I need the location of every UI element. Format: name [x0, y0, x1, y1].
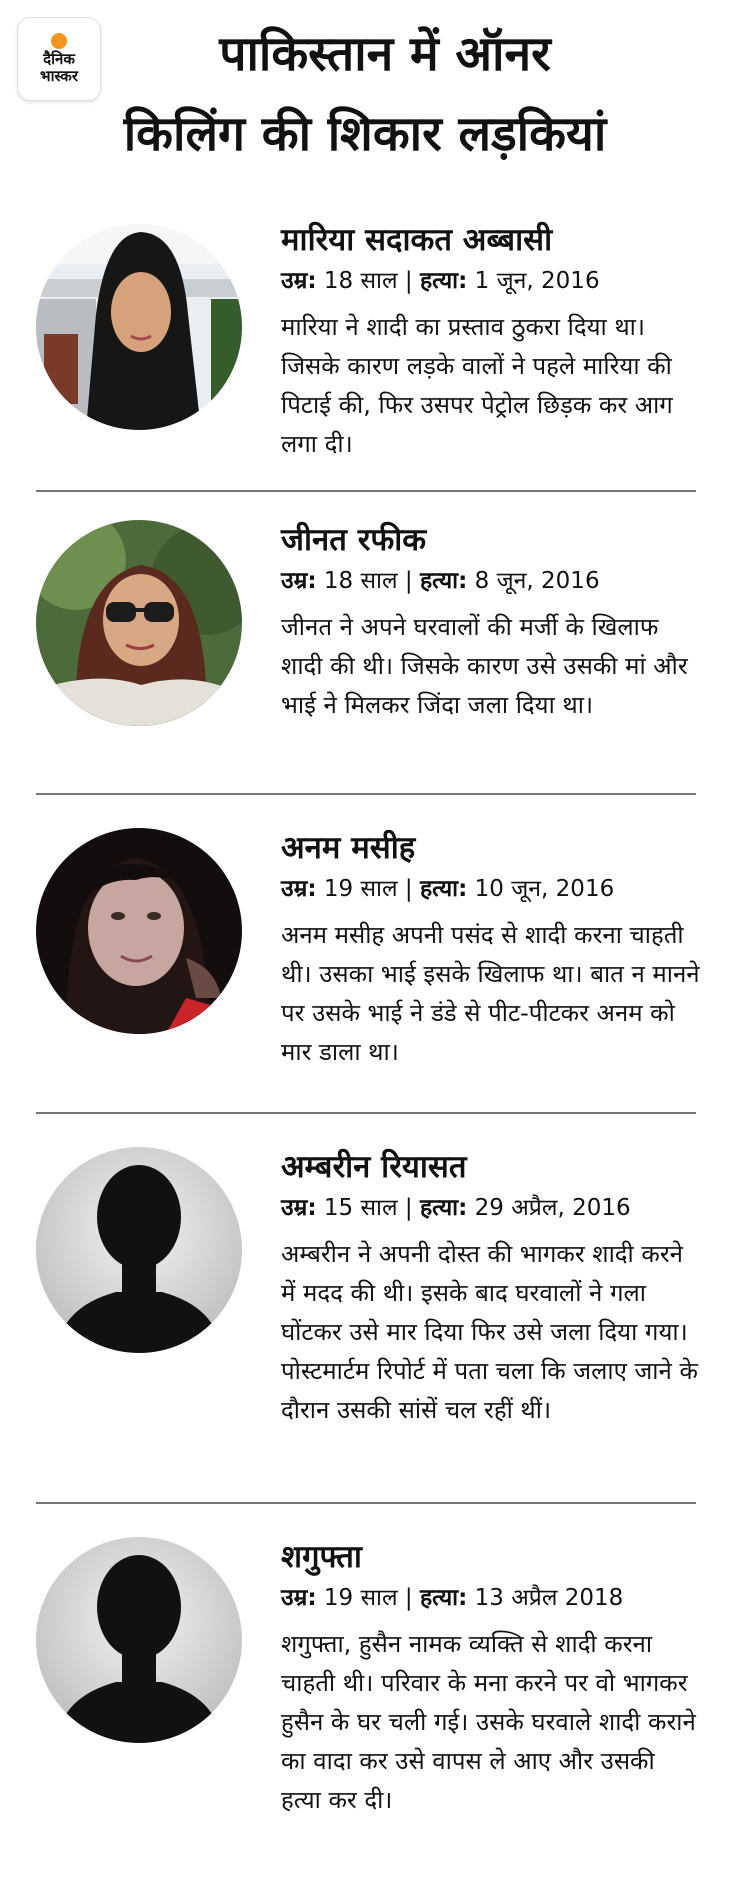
victim-name: शगुफ्ता [281, 1539, 362, 1575]
victim-meta [281, 1581, 701, 1615]
killed-label: हत्या: [419, 876, 468, 902]
victim-date: 13 अप्रैल 2018 [474, 1585, 624, 1611]
victim-name: अनम मसीह [281, 830, 416, 866]
logo-text-line1: दैनिक [43, 50, 75, 68]
victim-description: मारिया ने शादी का प्रस्ताव ठुकरा दिया था। जिसके कारण लड़के वालों ने पहले मारिया की पिटाई की, फिर उसपर पेट्रोल छिड़क कर आग लगा दी। [281, 313, 673, 458]
victim-name: मारिया सदाकत अब्बासी [281, 222, 553, 258]
divider [36, 1502, 696, 1504]
separator: | [404, 876, 413, 902]
silhouette-icon [36, 1147, 242, 1353]
victim-description: अनम मसीह अपनी पसंद से शादी करना चाहती थी। उसका भाई इसके खिलाफ था। बात न मानने पर उसके भाई ने डंडे से पीट-पीटकर अनम को मार डाला था। [281, 921, 700, 1066]
killed-label: हत्या: [419, 568, 468, 594]
victim-info [281, 1537, 701, 1820]
age-label: उम्र: [281, 876, 317, 902]
victim-info [281, 1147, 701, 1430]
victim-age: 18 साल [323, 568, 398, 594]
separator: | [404, 1195, 413, 1221]
age-label: उम्र: [281, 1585, 317, 1611]
separator: | [404, 568, 413, 594]
victim-photo [36, 224, 242, 430]
victim-description: जीनत ने अपने घरवालों की मर्जी के खिलाफ शादी की थी। जिसके कारण उसे उसकी मां और भाई ने मिलकर जिंदा जला दिया था। [281, 613, 688, 719]
victim-meta [281, 264, 701, 298]
victim-info [281, 220, 701, 464]
page-title-line1: पाकिस्तान में ऑनर [219, 26, 551, 82]
divider [36, 1112, 696, 1114]
age-label: उम्र: [281, 1195, 317, 1221]
portrait-photo [36, 520, 242, 726]
logo-text-line2: भास्कर [40, 67, 78, 85]
victim-date: 29 अप्रैल, 2016 [474, 1195, 631, 1221]
victim-meta [281, 564, 701, 598]
killed-label: हत्या: [419, 1585, 468, 1611]
victim-photo [36, 1147, 242, 1353]
victim-name: जीनत रफीक [281, 522, 427, 558]
victim-photo [36, 828, 242, 1034]
victim-meta [281, 1191, 701, 1225]
victim-age: 19 साल [323, 876, 398, 902]
portrait-photo [36, 224, 242, 430]
divider [36, 490, 696, 492]
victim-info [281, 520, 701, 725]
victim-age: 18 साल [323, 268, 398, 294]
portrait-photo [36, 828, 242, 1034]
victim-age: 15 साल [323, 1195, 398, 1221]
victim-age: 19 साल [323, 1585, 398, 1611]
age-label: उम्र: [281, 568, 317, 594]
killed-label: हत्या: [419, 268, 468, 294]
victim-photo [36, 1537, 242, 1743]
victim-date: 1 जून, 2016 [474, 268, 600, 294]
victim-description: अम्बरीन ने अपनी दोस्त की भागकर शादी करने में मदद की थी। इसके बाद घरवालों ने गला घोंटकर उसे मार दिया फिर उसे जला दिया गया। पोस्टमार्टम रिपोर्ट में पता चला कि जलाए जाने के दौरान उसकी सांसें चल रहीं थीं। [281, 1240, 698, 1424]
victim-name: अम्बरीन रियासत [281, 1149, 467, 1185]
victim-info [281, 828, 701, 1072]
killed-label: हत्या: [419, 1195, 468, 1221]
page-title-line2: किलिंग की शिकार लड़कियां [123, 106, 607, 162]
separator: | [404, 268, 413, 294]
victim-description: शगुफ्ता, हुसैन नामक व्यक्ति से शादी करना चाहती थी। परिवार के मना करने पर वो भागकर हुसैन के घर चली गई। उसके घरवाले शादी कराने का वादा कर उसे वापस ले आए और उसकी हत्या कर दी। [281, 1630, 696, 1814]
victim-meta [281, 872, 701, 906]
victim-date: 8 जून, 2016 [474, 568, 600, 594]
victim-date: 10 जून, 2016 [474, 876, 615, 902]
separator: | [404, 1585, 413, 1611]
victim-photo [36, 520, 242, 726]
age-label: उम्र: [281, 268, 317, 294]
silhouette-icon [36, 1537, 242, 1743]
divider [36, 793, 696, 795]
